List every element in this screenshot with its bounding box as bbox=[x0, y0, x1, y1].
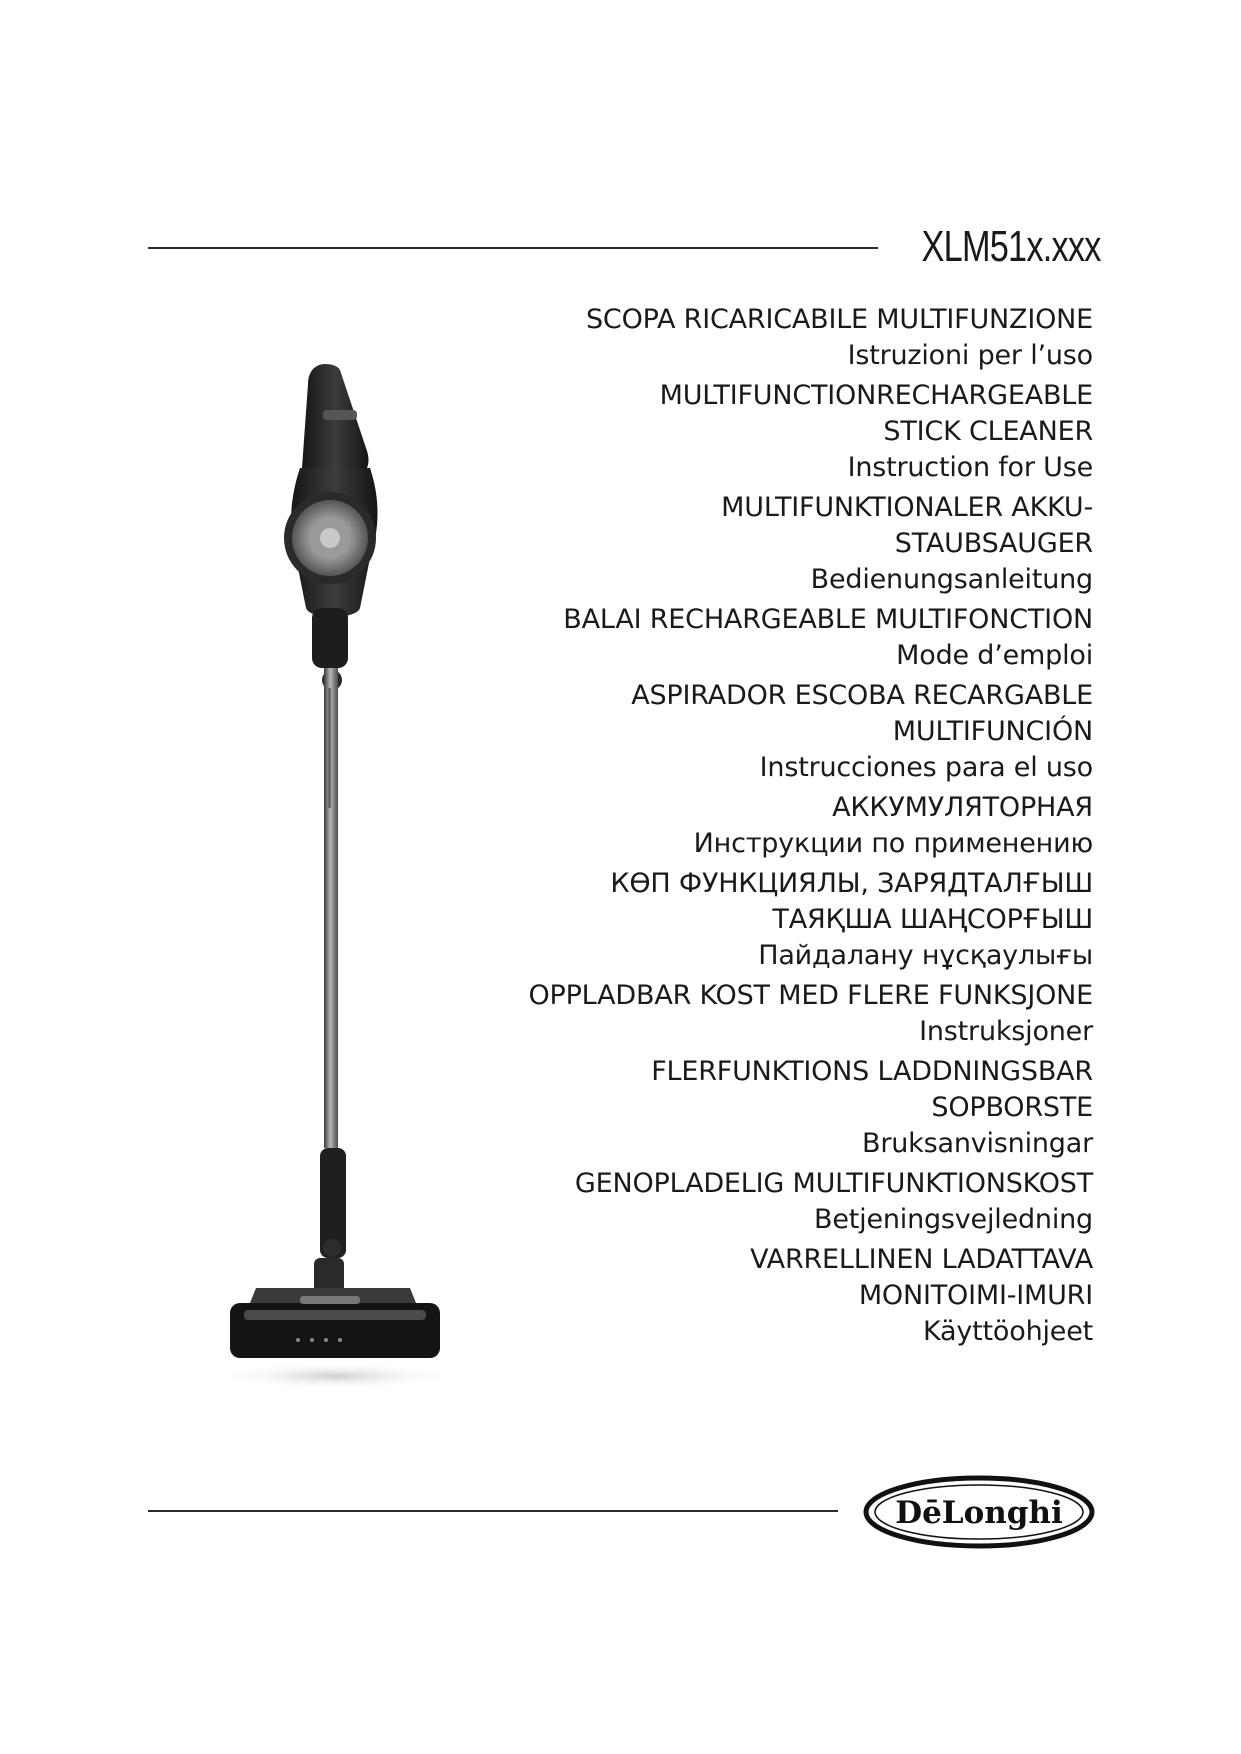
title-line: АККУМУЛЯТОРНАЯ bbox=[832, 792, 1093, 823]
language-block-sv bbox=[453, 1054, 1093, 1162]
title-line: Käyttöohjeet bbox=[923, 1316, 1093, 1347]
title-line: Инструкции по применению bbox=[693, 828, 1093, 859]
language-block-it bbox=[453, 302, 1093, 374]
language-block-da bbox=[453, 1166, 1093, 1238]
language-block-de bbox=[453, 490, 1093, 598]
language-block-no bbox=[453, 978, 1093, 1050]
title-line: STICK CLEANER bbox=[883, 416, 1093, 447]
title-line: SCOPA RICARICABILE MULTIFUNZIONE bbox=[585, 304, 1093, 335]
delonghi-logo bbox=[862, 1474, 1096, 1550]
title-line: MULTIFUNCTIONRECHARGEABLE bbox=[659, 380, 1093, 411]
title-line: Mode d’emploi bbox=[896, 640, 1093, 671]
language-block-en bbox=[453, 378, 1093, 486]
language-titles bbox=[453, 302, 1093, 1350]
language-block-es bbox=[453, 678, 1093, 786]
title-line: MONITOIMI-IMURI bbox=[858, 1280, 1093, 1311]
language-block-kk bbox=[453, 866, 1093, 974]
title-line: STAUBSAUGER bbox=[894, 528, 1093, 559]
language-block-ru bbox=[453, 790, 1093, 862]
title-line: Instruction for Use bbox=[847, 452, 1093, 483]
title-line: Istruzioni per l’uso bbox=[847, 340, 1093, 371]
language-block-fi bbox=[453, 1242, 1093, 1350]
title-line: SOPBORSTE bbox=[931, 1092, 1093, 1123]
title-line: VARRELLINEN LADATTAVA bbox=[750, 1244, 1093, 1275]
title-line: Пайдалану нұсқаулығы bbox=[758, 940, 1093, 971]
title-line: Instruksjoner bbox=[919, 1016, 1093, 1047]
title-line: BALAI RECHARGEABLE MULTIFONCTION bbox=[563, 604, 1093, 635]
title-line: Bruksanvisningar bbox=[862, 1128, 1093, 1159]
bottom-divider bbox=[148, 1510, 838, 1512]
title-line: ТАЯҚША ШАҢСОРҒЫШ bbox=[772, 904, 1093, 935]
title-line: КӨП ФУНКЦИЯЛЫ, ЗАРЯДТАЛҒЫШ bbox=[610, 868, 1093, 899]
language-block-fr bbox=[453, 602, 1093, 674]
title-line: ASPIRADOR ESCOBA RECARGABLE bbox=[631, 680, 1093, 711]
title-line: Betjeningsvejledning bbox=[814, 1204, 1093, 1235]
model-number: XLM51x.xxx bbox=[921, 222, 1101, 271]
title-line: Instrucciones para el uso bbox=[759, 752, 1093, 783]
title-line: GENOPLADELIG MULTIFUNKTIONSKOST bbox=[574, 1168, 1093, 1199]
title-line: Bedienungsanleitung bbox=[810, 564, 1093, 595]
stick-vacuum-image bbox=[220, 358, 480, 1458]
title-line: MULTIFUNKTIONALER AKKU- bbox=[721, 492, 1093, 523]
svg-text:DēLonghi: DēLonghi bbox=[895, 1495, 1063, 1531]
title-line: FLERFUNKTIONS LADDNINGSBAR bbox=[651, 1056, 1093, 1087]
title-line: MULTIFUNCIÓN bbox=[892, 716, 1093, 747]
title-line: OPPLADBAR KOST MED FLERE FUNKSJONE bbox=[528, 980, 1093, 1011]
top-divider bbox=[148, 247, 878, 249]
